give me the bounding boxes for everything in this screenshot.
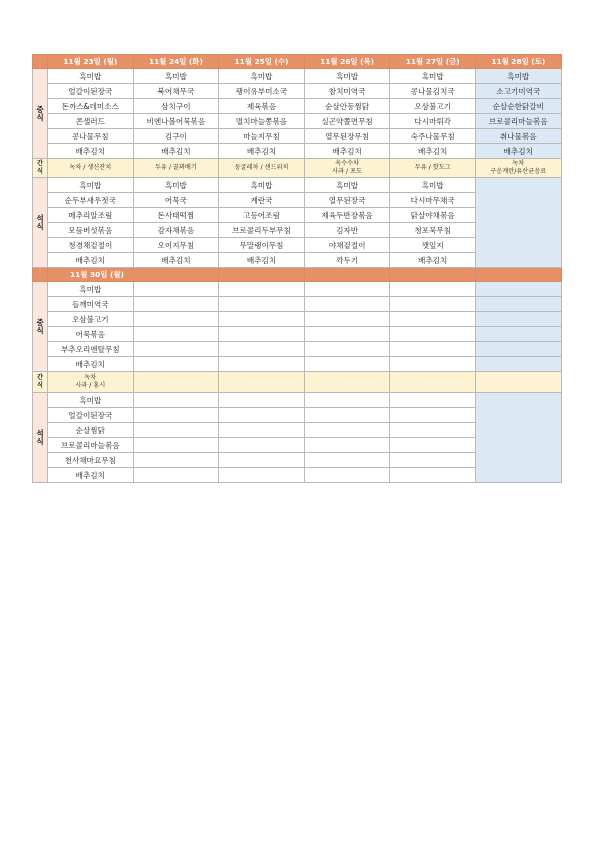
snack-label: 간 식 [33, 372, 48, 393]
lunch-item: 제육볶음 [219, 99, 305, 114]
dinner-item: 깻잎지 [390, 238, 476, 253]
lunch-item: 들깨미역국 [48, 297, 134, 312]
lunch-item: 배추김치 [48, 357, 134, 372]
empty-cell [133, 342, 219, 357]
dinner-item: 야채겉절이 [304, 238, 390, 253]
saturday-empty [475, 342, 561, 357]
header-empty [304, 268, 390, 282]
lunch-item: 흑미밥 [304, 69, 390, 84]
empty-cell [133, 468, 219, 483]
saturday-empty [475, 357, 561, 372]
lunch-item: 배추김치 [48, 144, 134, 159]
empty-cell [219, 312, 305, 327]
empty-cell [219, 408, 305, 423]
lunch-item: 다시마튀각 [390, 114, 476, 129]
lunch-item: 소고기미역국 [475, 84, 561, 99]
empty-cell [304, 297, 390, 312]
lunch-item: 오삼불고기 [48, 312, 134, 327]
empty-cell [390, 282, 476, 297]
empty-cell [390, 327, 476, 342]
snack-item: 두유 / 핫도그 [390, 159, 476, 178]
lunch-item: 마늘지무침 [219, 129, 305, 144]
dinner-item: 천사채마요무침 [48, 453, 134, 468]
empty-cell [219, 453, 305, 468]
day-header: 11월 27일 (금) [390, 55, 476, 69]
lunch-item: 콘샐러드 [48, 114, 134, 129]
empty-cell [133, 408, 219, 423]
dinner-item: 모듬버섯볶음 [48, 223, 134, 238]
empty-cell [304, 327, 390, 342]
dinner-label: 석 식 [33, 178, 48, 268]
dinner-item: 배추김치 [219, 253, 305, 268]
empty-cell [304, 312, 390, 327]
empty-cell [219, 393, 305, 408]
day-header: 11월 28일 (토) [475, 55, 561, 69]
empty-cell [390, 438, 476, 453]
empty-cell [390, 297, 476, 312]
dinner-item: 흑미밥 [304, 178, 390, 193]
dinner-item: 무말랭이무침 [219, 238, 305, 253]
dinner-item: 배추김치 [390, 253, 476, 268]
empty-cell [304, 342, 390, 357]
empty-cell [219, 468, 305, 483]
empty-cell [390, 357, 476, 372]
lunch-item: 흑미밥 [48, 69, 134, 84]
empty-cell [133, 282, 219, 297]
empty-cell [304, 438, 390, 453]
empty-cell [133, 423, 219, 438]
lunch-item: 삼치구이 [133, 99, 219, 114]
header-empty [390, 268, 476, 282]
dinner-item: 김자반 [304, 223, 390, 238]
lunch-item: 순살순한닭갈비 [475, 99, 561, 114]
lunch-item: 콩나물무침 [48, 129, 134, 144]
empty-cell [133, 357, 219, 372]
empty-cell [390, 342, 476, 357]
dinner-item: 브로콜리마늘볶음 [48, 438, 134, 453]
dinner-label: 석 식 [33, 393, 48, 483]
lunch-item: 흑미밥 [475, 69, 561, 84]
empty-cell [219, 357, 305, 372]
lunch-item: 배추김치 [304, 144, 390, 159]
dinner-item: 순두부새우젓국 [48, 193, 134, 208]
saturday-empty [475, 297, 561, 312]
lunch-item: 숙주나물무침 [390, 129, 476, 144]
dinner-item: 메추리알조림 [48, 208, 134, 223]
empty-cell [304, 468, 390, 483]
day-header: 11월 23일 (월) [48, 55, 134, 69]
empty-cell [390, 372, 476, 393]
lunch-item: 취나물볶음 [475, 129, 561, 144]
corner-cell [33, 268, 48, 282]
lunch-item: 배추김치 [475, 144, 561, 159]
lunch-item: 김구이 [133, 129, 219, 144]
empty-cell [133, 297, 219, 312]
empty-cell [390, 312, 476, 327]
empty-cell [133, 327, 219, 342]
empty-cell [133, 438, 219, 453]
dinner-item: 다시마무채국 [390, 193, 476, 208]
snack-item: 두유 / 꿀꽈배기 [133, 159, 219, 178]
lunch-item: 멸치마늘쫑볶음 [219, 114, 305, 129]
dinner-item: 오이지무침 [133, 238, 219, 253]
empty-cell [475, 372, 561, 393]
snack-item: 둥굴레차 / 샌드위치 [219, 159, 305, 178]
day-header: 11월 25일 (수) [219, 55, 305, 69]
dinner-item: 흑미밥 [390, 178, 476, 193]
empty-cell [390, 453, 476, 468]
lunch-item: 흑미밥 [219, 69, 305, 84]
dinner-item: 배추김치 [48, 253, 134, 268]
empty-cell [219, 297, 305, 312]
saturday-empty [475, 393, 561, 483]
dinner-item: 계란국 [219, 193, 305, 208]
dinner-item: 고등어조림 [219, 208, 305, 223]
dinner-item: 청경채겉절이 [48, 238, 134, 253]
saturday-empty [475, 282, 561, 297]
empty-cell [390, 393, 476, 408]
lunch-item: 순살안동찜닭 [304, 99, 390, 114]
empty-cell [304, 282, 390, 297]
dinner-item: 깍두기 [304, 253, 390, 268]
dinner-item: 얼갈이된장국 [48, 408, 134, 423]
empty-cell [219, 423, 305, 438]
lunch-item: 부추오리엔탈무침 [48, 342, 134, 357]
lunch-item: 오삼불고기 [390, 99, 476, 114]
meal-menu-table [32, 54, 562, 483]
lunch-item: 배추김치 [390, 144, 476, 159]
lunch-item: 돈까스&데미소스 [48, 99, 134, 114]
lunch-item: 비엔나볼어묵볶음 [133, 114, 219, 129]
dinner-item: 흑미밥 [48, 393, 134, 408]
day-header: 11월 24일 (화) [133, 55, 219, 69]
empty-cell [390, 408, 476, 423]
lunch-item: 콩나물김치국 [390, 84, 476, 99]
lunch-item: 배추김치 [219, 144, 305, 159]
snack-item: 녹차 / 생신잔치 [48, 159, 134, 178]
corner-cell [33, 55, 48, 69]
lunch-item: 실곤약쫄면무침 [304, 114, 390, 129]
lunch-label: 중 식 [33, 282, 48, 372]
snack-item: 녹차 구운계란/유산균음료 [475, 159, 561, 178]
lunch-item: 브로콜리마늘볶음 [475, 114, 561, 129]
dinner-item: 열무된장국 [304, 193, 390, 208]
empty-cell [304, 372, 390, 393]
lunch-item: 팽이유부미소국 [219, 84, 305, 99]
lunch-item: 얼갈이된장국 [48, 84, 134, 99]
empty-cell [304, 393, 390, 408]
empty-cell [219, 327, 305, 342]
dinner-item: 흑미밥 [133, 178, 219, 193]
lunch-item: 북어채무국 [133, 84, 219, 99]
lunch-item: 흑미밥 [390, 69, 476, 84]
dinner-item: 닭살야채볶음 [390, 208, 476, 223]
snack-item: 녹차 사과 / 홍시 [48, 372, 134, 393]
dinner-item: 순살찜닭 [48, 423, 134, 438]
empty-cell [133, 393, 219, 408]
empty-cell [219, 282, 305, 297]
empty-cell [219, 342, 305, 357]
lunch-item: 참치미역국 [304, 84, 390, 99]
header-empty [219, 268, 305, 282]
dinner-item: 브로콜리두부무침 [219, 223, 305, 238]
saturday-empty [475, 312, 561, 327]
empty-cell [133, 312, 219, 327]
lunch-item: 열무된장무침 [304, 129, 390, 144]
lunch-item: 어묵볶음 [48, 327, 134, 342]
saturday-empty [475, 178, 561, 268]
dinner-item: 흑미밥 [48, 178, 134, 193]
empty-cell [304, 423, 390, 438]
header-empty [475, 268, 561, 282]
dinner-item: 돈사태떡찜 [133, 208, 219, 223]
lunch-item: 흑미밥 [48, 282, 134, 297]
dinner-item: 배추김치 [48, 468, 134, 483]
lunch-label: 중 식 [33, 69, 48, 159]
dinner-item: 배추김치 [133, 253, 219, 268]
lunch-item: 배추김치 [133, 144, 219, 159]
empty-cell [133, 372, 219, 393]
dinner-item: 청포묵무침 [390, 223, 476, 238]
day-header: 11월 26일 (목) [304, 55, 390, 69]
empty-cell [390, 423, 476, 438]
empty-cell [304, 408, 390, 423]
empty-cell [219, 438, 305, 453]
empty-cell [304, 357, 390, 372]
empty-cell [390, 468, 476, 483]
empty-cell [304, 453, 390, 468]
snack-item: 옥수수차 사과 / 포도 [304, 159, 390, 178]
dinner-item: 어묵국 [133, 193, 219, 208]
day-header: 11월 30일 (월) [48, 268, 219, 282]
snack-label: 간 식 [33, 159, 48, 178]
dinner-item: 제육두반장볶음 [304, 208, 390, 223]
empty-cell [219, 372, 305, 393]
empty-cell [133, 453, 219, 468]
lunch-item: 흑미밥 [133, 69, 219, 84]
dinner-item: 감자채볶음 [133, 223, 219, 238]
saturday-empty [475, 327, 561, 342]
dinner-item: 흑미밥 [219, 178, 305, 193]
